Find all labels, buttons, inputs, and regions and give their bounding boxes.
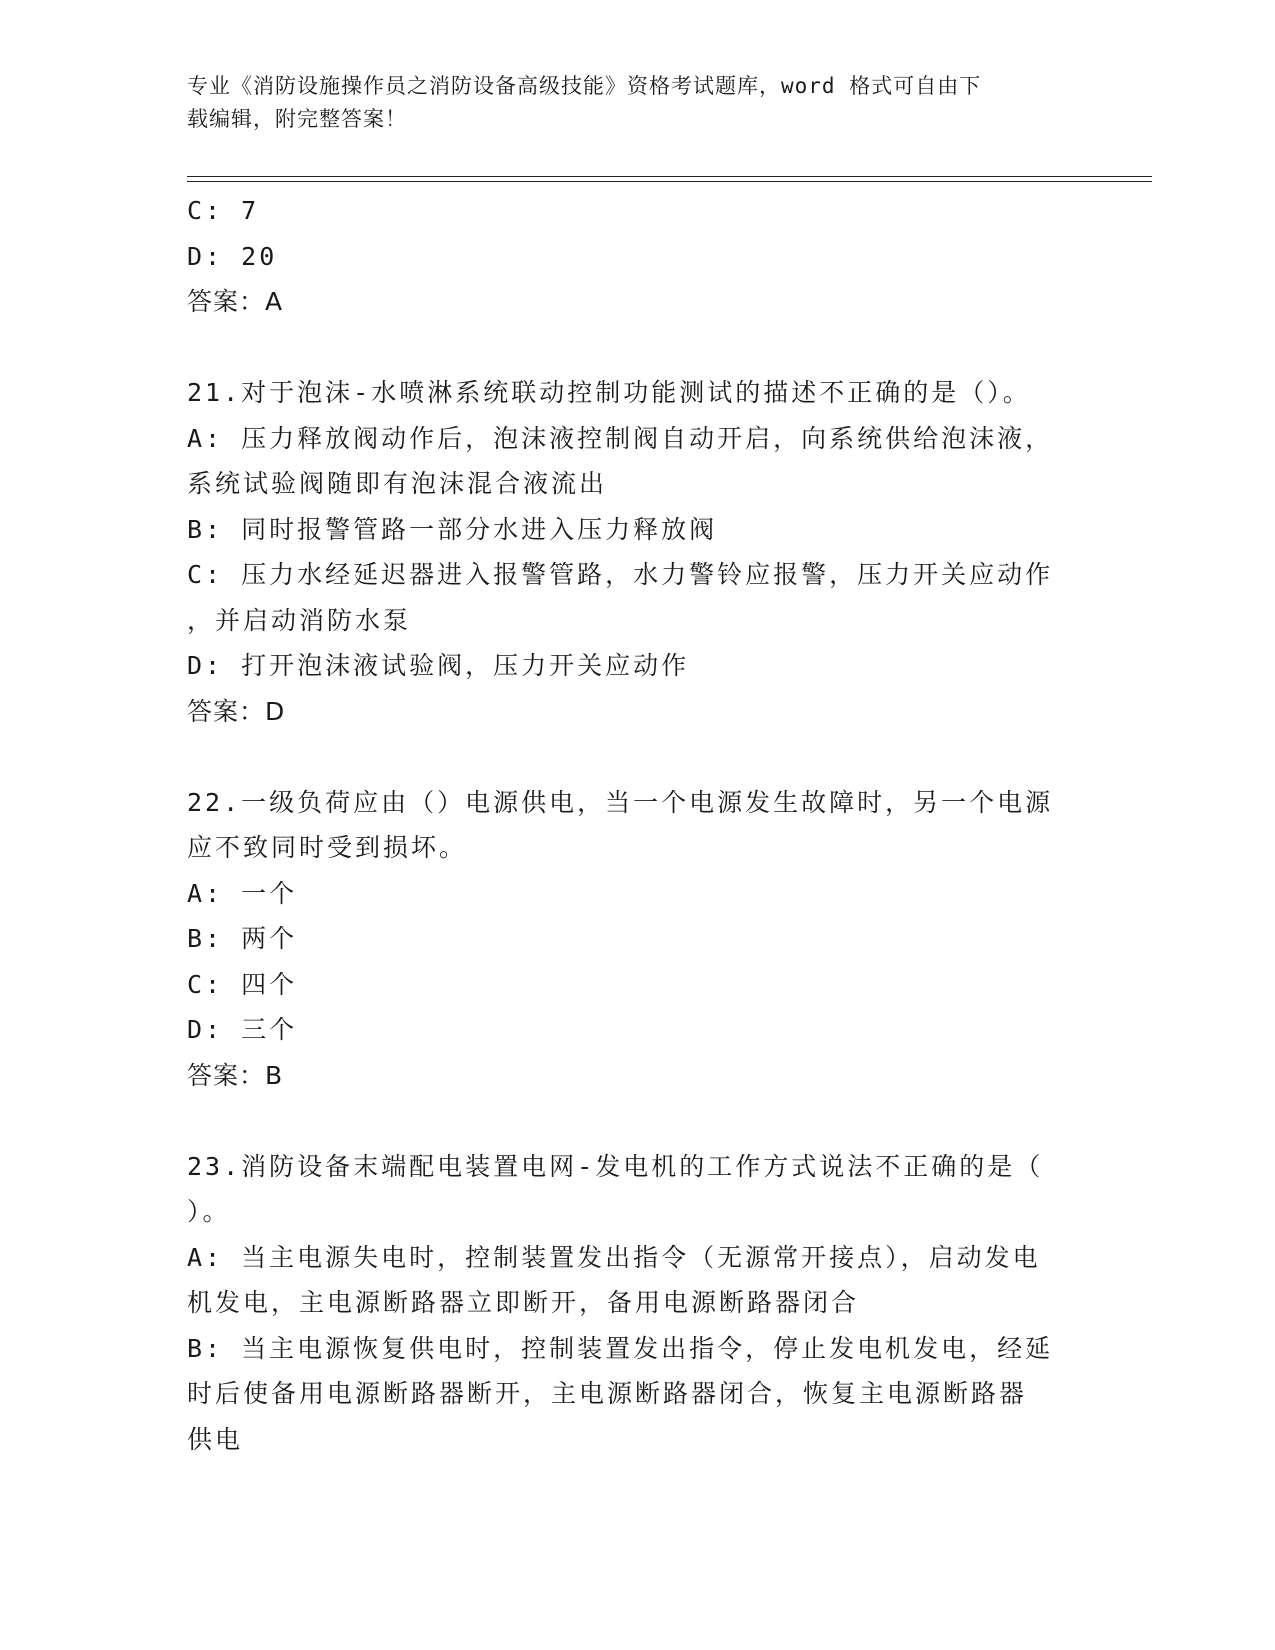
- option-line: A: 一个: [187, 878, 298, 908]
- answer-line: 答案：B: [187, 1060, 284, 1090]
- option-line: C: 压力水经延迟器进入报警管路，水力警铃应报警，压力开关应动作: [187, 560, 1054, 589]
- question-21: [187, 370, 1087, 734]
- document-body: [187, 188, 1087, 1462]
- question-stem: 22.一级负荷应由（）电源供电，当一个电源发生故障时，另一个电源: [187, 787, 1054, 817]
- option-line: B: 同时报警管路一部分水进入压力释放阀: [187, 514, 718, 544]
- header-line-1: 专业《消防设施操作员之消防设备高级技能》资格考试题库，word 格式可自由下: [187, 74, 982, 98]
- page-header: [187, 70, 1067, 136]
- header-line-2: 载编辑，附完整答案！: [187, 107, 407, 131]
- spacer: [187, 325, 1087, 371]
- question-22: [187, 780, 1087, 1099]
- header-divider: [187, 176, 1152, 182]
- option-line: ，并启动消防水泵: [187, 605, 412, 635]
- question-stem: 应不致同时受到损坏。: [187, 833, 468, 862]
- prev-question: [187, 188, 1087, 325]
- option-line: A: 当主电源失电时，控制装置发出指令（无源常开接点），启动发电: [187, 1242, 1041, 1272]
- spacer: [187, 734, 1087, 780]
- option-line: D: 三个: [187, 1015, 298, 1044]
- option-line: 供电: [187, 1424, 244, 1454]
- spacer: [187, 1098, 1087, 1144]
- option-line: 机发电，主电源断路器立即断开，备用电源断路器闭合: [187, 1288, 860, 1317]
- option-line: A: 压力释放阀动作后，泡沫液控制阀自动开启，向系统供给泡沫液，: [187, 423, 1054, 453]
- option-line: 时后使备用电源断路器断开，主电源断路器闭合，恢复主电源断路器: [187, 1379, 1028, 1408]
- question-stem: ）。: [187, 1197, 231, 1226]
- option-line: B: 两个: [187, 924, 298, 953]
- option-line: D: 20: [187, 241, 278, 271]
- option-line: 系统试验阀随即有泡沫混合液流出: [187, 469, 608, 498]
- option-line: D: 打开泡沫液试验阀，压力开关应动作: [187, 651, 690, 680]
- option-line: C: 四个: [187, 969, 298, 999]
- option-line: C: 7: [187, 196, 260, 225]
- answer-line: 答案：D: [187, 696, 286, 726]
- answer-line: 答案：A: [187, 287, 284, 316]
- option-line: B: 当主电源恢复供电时，控制装置发出指令，停止发电机发电，经延: [187, 1333, 1054, 1363]
- question-23: [187, 1144, 1087, 1463]
- question-stem: 23.消防设备末端配电装置电网-发电机的工作方式说法不正确的是（: [187, 1151, 1044, 1181]
- question-stem: 21.对于泡沫-水喷淋系统联动控制功能测试的描述不正确的是（）。: [187, 378, 1031, 407]
